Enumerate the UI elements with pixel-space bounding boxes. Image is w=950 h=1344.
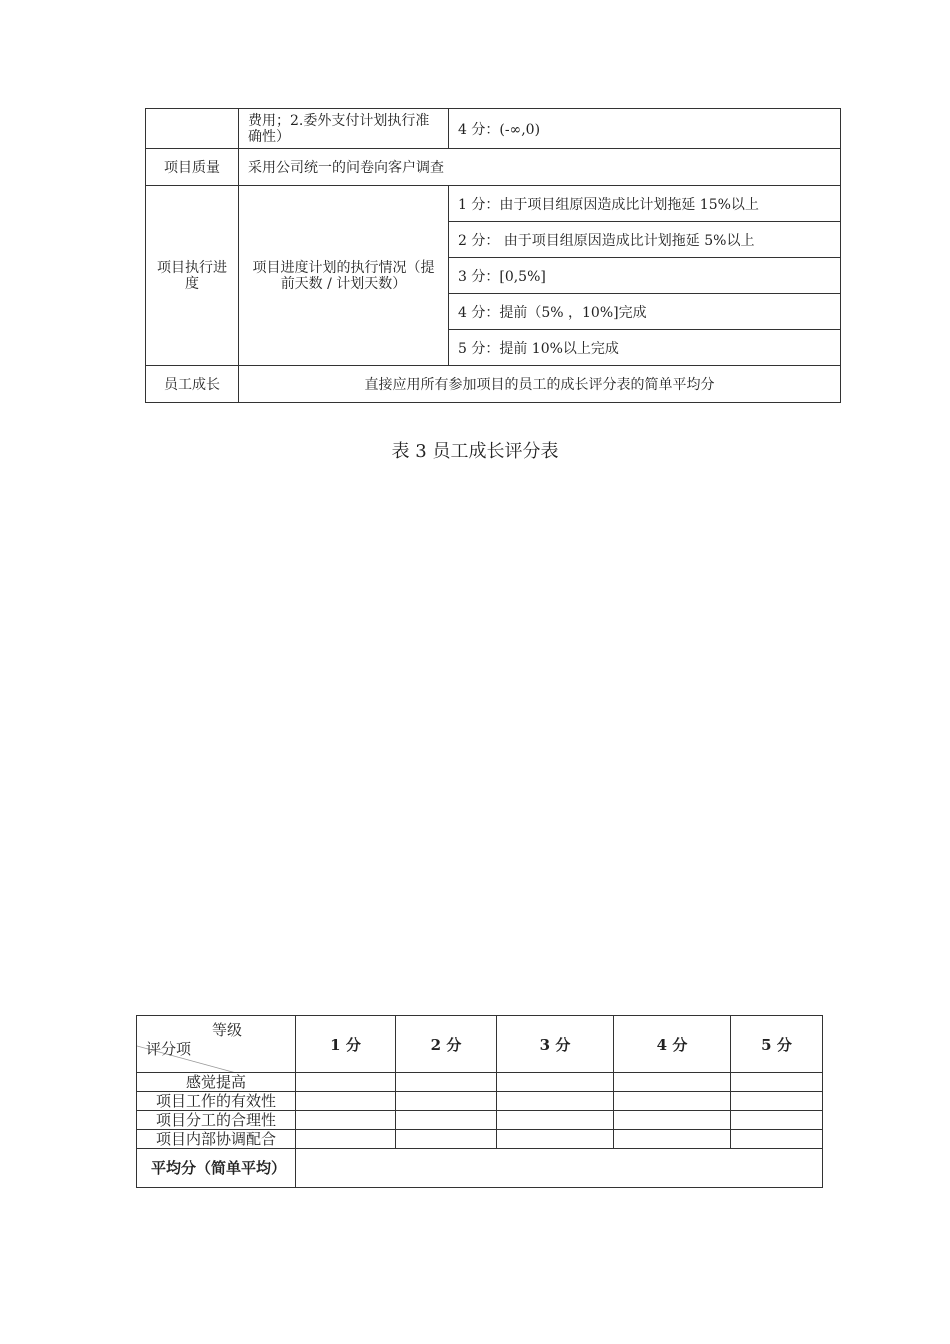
row-description: 费用；2.委外支付计划执行准确性） (239, 109, 449, 149)
score-cell (296, 1130, 396, 1149)
row-label: 员工成长 (146, 366, 239, 403)
score-item-label: 项目分工的合理性 (137, 1111, 296, 1130)
header-row (137, 1016, 823, 1073)
grade-column-header: 4 分 (614, 1016, 731, 1073)
grade-column-header: 5 分 (731, 1016, 823, 1073)
score-cell (296, 1111, 396, 1130)
grade-column-header: 3 分 (497, 1016, 614, 1073)
score-item-label: 项目工作的有效性 (137, 1092, 296, 1111)
table-row (137, 1130, 823, 1149)
row-label: 项目执行进度 (146, 186, 239, 366)
score-cell (296, 1073, 396, 1092)
grade-column-header: 2 分 (396, 1016, 497, 1073)
score-cell: 5 分：提前 10%以上完成 (449, 330, 841, 366)
score-cell (731, 1130, 823, 1149)
score-cell (396, 1092, 497, 1111)
score-cell (396, 1073, 497, 1092)
table-row (137, 1111, 823, 1130)
score-cell (396, 1130, 497, 1149)
table-row (146, 366, 841, 403)
table-row (137, 1073, 823, 1092)
score-cell (497, 1111, 614, 1130)
score-cell (731, 1073, 823, 1092)
score-cell: 4 分：(-∞,0) (449, 109, 841, 149)
diagonal-header-cell (137, 1016, 296, 1073)
table-row (146, 186, 841, 222)
score-item-label: 项目内部协调配合 (137, 1130, 296, 1149)
score-cell (396, 1111, 497, 1130)
table-row (146, 109, 841, 149)
row-description: 直接应用所有参加项目的员工的成长评分表的简单平均分 (239, 366, 841, 403)
score-cell (614, 1092, 731, 1111)
score-cell (497, 1130, 614, 1149)
average-label: 平均分（简单平均） (137, 1149, 296, 1188)
score-cell: 1 分：由于项目组原因造成比计划拖延 15%以上 (449, 186, 841, 222)
table-caption: 表 3 员工成长评分表 (391, 441, 559, 462)
score-cell (731, 1111, 823, 1130)
score-cell (614, 1073, 731, 1092)
score-cell: 4 分：提前（5% ，10%]完成 (449, 294, 841, 330)
grade-header-label: 等级 (212, 1021, 243, 1039)
score-cell (497, 1073, 614, 1092)
score-cell (497, 1092, 614, 1111)
row-description: 项目进度计划的执行情况（提前天数 / 计划天数） (239, 186, 449, 366)
evaluation-criteria-table (145, 108, 841, 403)
row-label (146, 109, 239, 149)
score-cell: 3 分：[0,5%] (449, 258, 841, 294)
growth-score-table (136, 1015, 823, 1188)
average-value-cell (296, 1149, 823, 1188)
row-label: 项目质量 (146, 149, 239, 186)
score-item-label: 感觉提高 (137, 1073, 296, 1092)
score-cell (296, 1092, 396, 1111)
score-cell (731, 1092, 823, 1111)
item-header-label: 评分项 (146, 1040, 192, 1058)
average-row (137, 1149, 823, 1188)
table-row (146, 149, 841, 186)
score-cell (614, 1111, 731, 1130)
row-description: 采用公司统一的问卷向客户调查 (239, 149, 841, 186)
table-row (137, 1092, 823, 1111)
grade-column-header: 1 分 (296, 1016, 396, 1073)
score-cell (614, 1130, 731, 1149)
score-cell: 2 分： 由于项目组原因造成比计划拖延 5%以上 (449, 222, 841, 258)
